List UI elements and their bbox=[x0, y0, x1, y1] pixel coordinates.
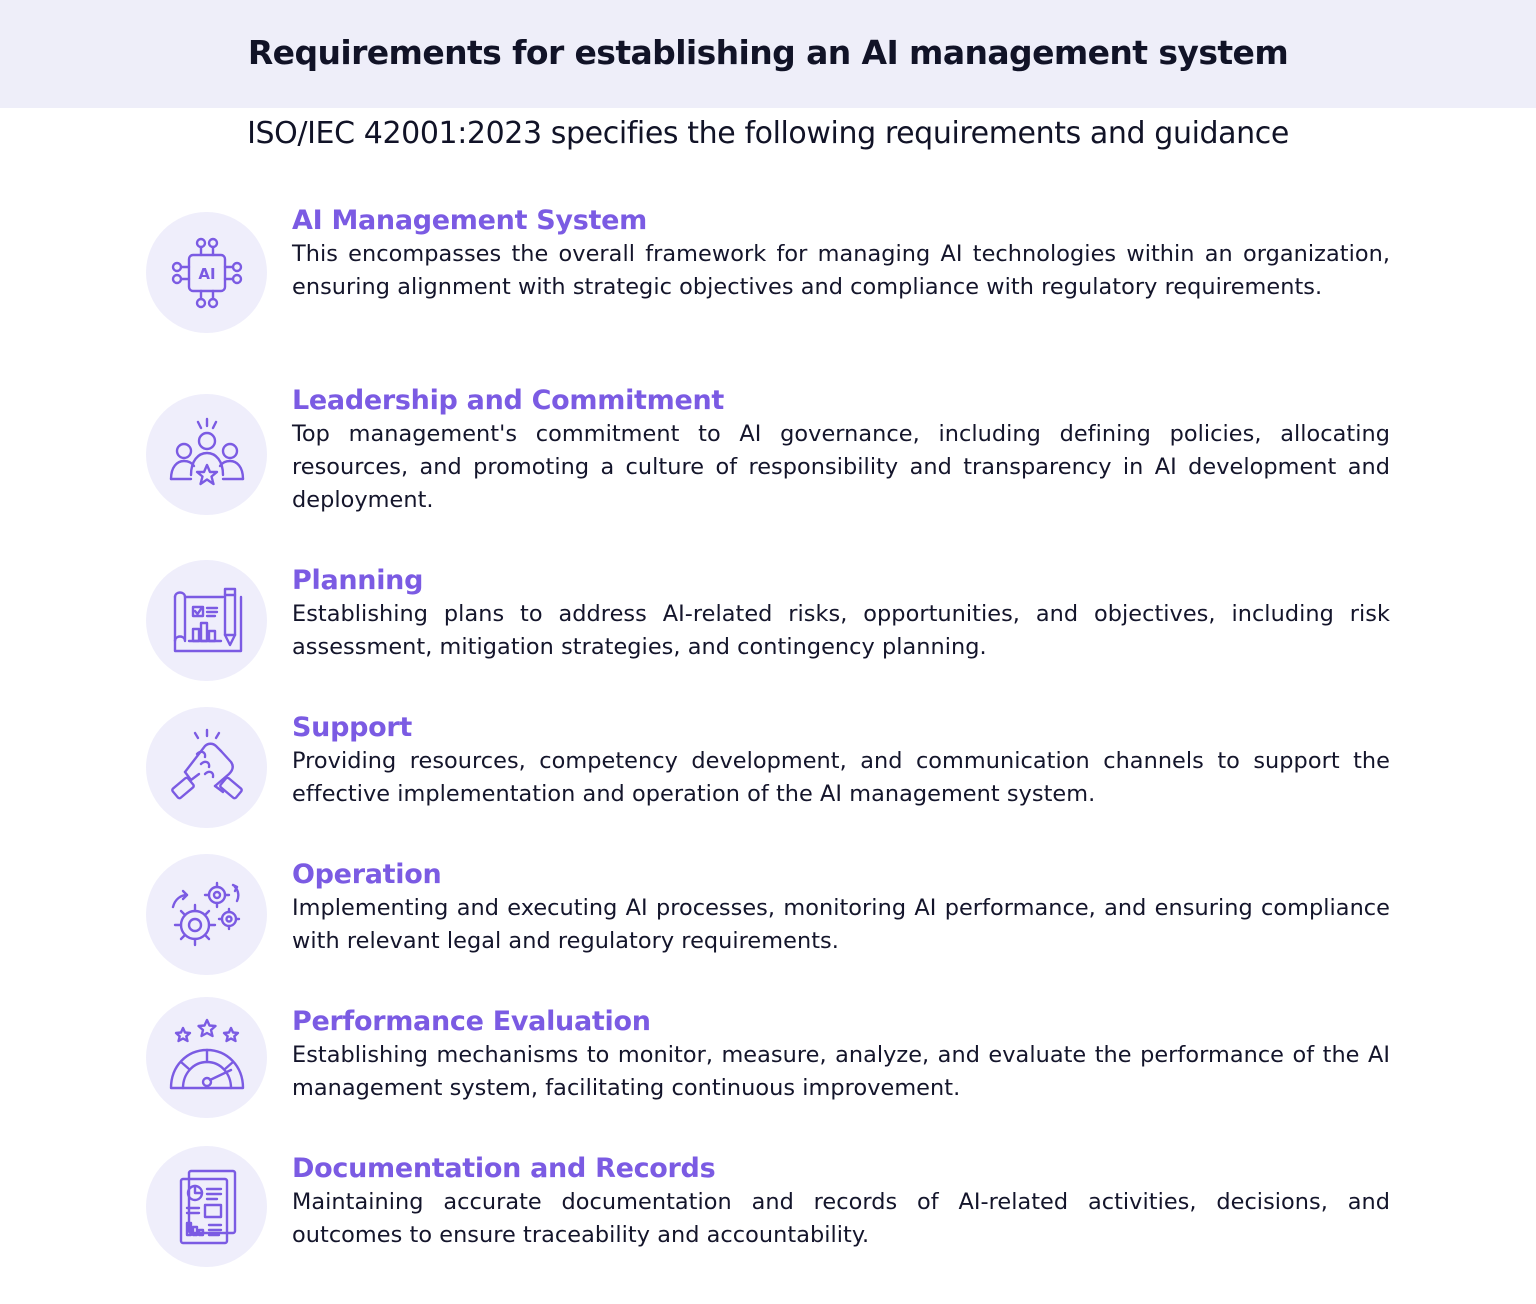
item-text bbox=[292, 1152, 1390, 1252]
item-description: Maintaining accurate documentation and records of AI-related activities, decisions, and outcomes to ensure traceability and accountability. bbox=[292, 1189, 1390, 1248]
item-text bbox=[292, 858, 1390, 958]
item-text bbox=[292, 564, 1390, 664]
item-text bbox=[292, 1005, 1390, 1105]
item-title: Planning bbox=[292, 565, 424, 596]
gears-operation-icon bbox=[161, 869, 253, 961]
page-title: Requirements for establishing an AI management system bbox=[247, 32, 1289, 72]
item-title: Support bbox=[292, 712, 412, 743]
item-text bbox=[292, 204, 1390, 304]
performance-gauge-icon bbox=[161, 1012, 253, 1104]
documentation-records-icon bbox=[161, 1161, 253, 1253]
icon-circle bbox=[146, 1146, 267, 1267]
leadership-team-icon bbox=[161, 409, 253, 501]
icon-circle bbox=[146, 560, 267, 681]
item-description: Top management's commitment to AI governance, including defining policies, allocating resources, and promoting a culture of responsibility and transparency in AI development and deployment. bbox=[292, 421, 1390, 513]
item-title: Documentation and Records bbox=[292, 1153, 716, 1184]
ai-chip-icon bbox=[161, 227, 253, 319]
item-text bbox=[292, 711, 1390, 811]
icon-circle bbox=[146, 707, 267, 828]
item-description: Implementing and executing AI processes, monitoring AI performance, and ensuring compliance with relevant legal and regulatory requirements. bbox=[292, 895, 1390, 954]
blueprint-plan-icon bbox=[161, 575, 253, 667]
page-subtitle: ISO/IEC 42001:2023 specifies the following requirements and guidance bbox=[247, 116, 1289, 151]
item-description: Providing resources, competency development, and communication channels to support the effective implementation and operation of the AI management system. bbox=[292, 748, 1390, 807]
item-title: Performance Evaluation bbox=[292, 1006, 651, 1037]
item-text bbox=[292, 384, 1390, 517]
item-title: AI Management System bbox=[292, 205, 647, 236]
item-title: Operation bbox=[292, 859, 442, 890]
icon-circle bbox=[146, 997, 267, 1118]
item-description: Establishing mechanisms to monitor, measure, analyze, and evaluate the performance of the AI management system, facilitating continuous improvement. bbox=[292, 1042, 1390, 1101]
icon-circle bbox=[146, 212, 267, 333]
header-band bbox=[0, 0, 1536, 108]
item-description: Establishing plans to address AI-related risks, opportunities, and objectives, including risk assessment, mitigation strategies, and contingency planning. bbox=[292, 601, 1390, 660]
handshake-support-icon bbox=[161, 722, 253, 814]
item-description: This encompasses the overall framework for managing AI technologies within an organization, ensuring alignment with strategic objectives and compliance with regulatory requirements. bbox=[292, 241, 1390, 300]
icon-circle bbox=[146, 394, 267, 515]
svg-text:AI: AI bbox=[197, 264, 216, 283]
icon-circle bbox=[146, 854, 267, 975]
item-title: Leadership and Commitment bbox=[292, 385, 725, 416]
